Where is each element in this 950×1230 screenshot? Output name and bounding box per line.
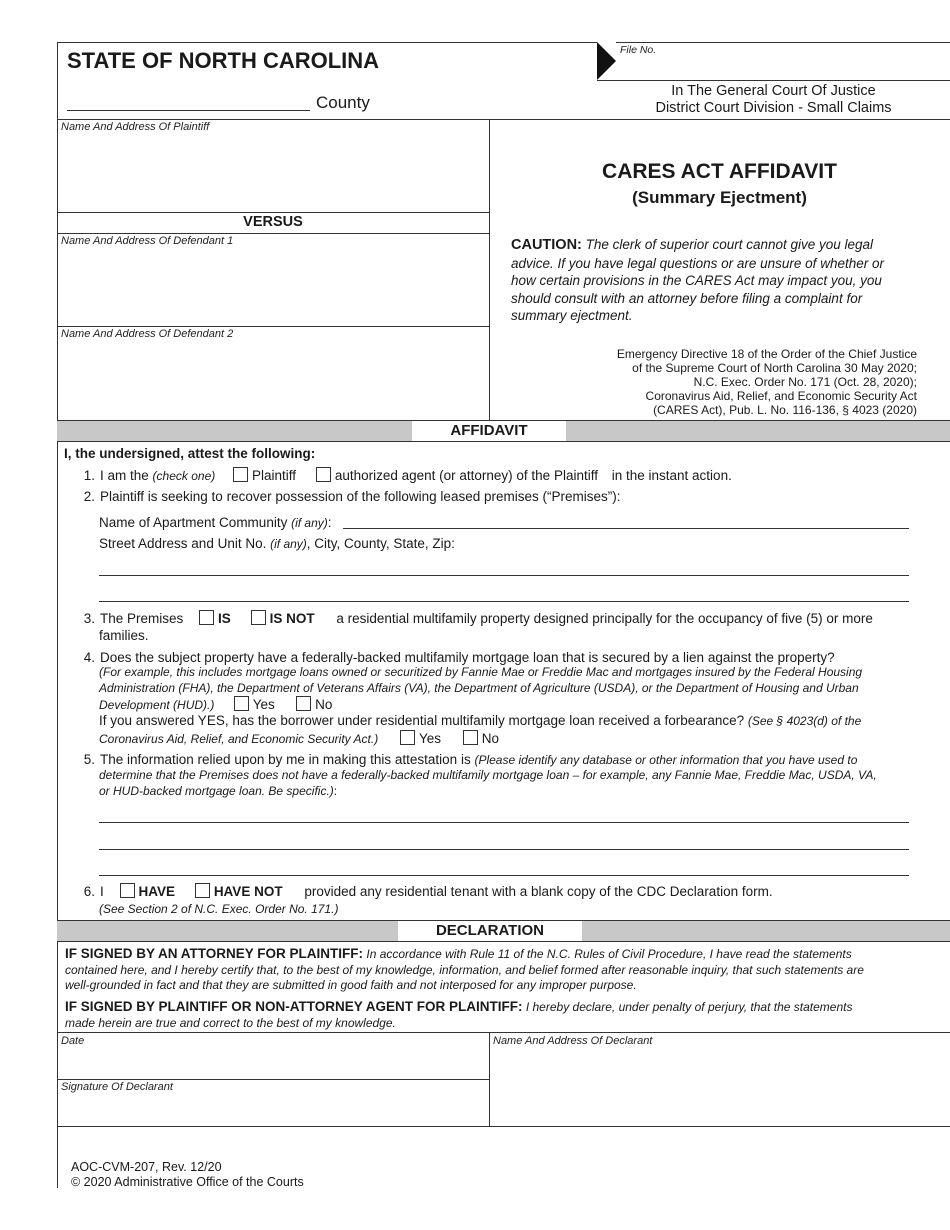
nonattorney-statement	[65, 999, 935, 1031]
file-no-arrow-icon	[597, 42, 616, 80]
date-bottom-border	[57, 1079, 489, 1080]
is-checkbox[interactable]	[199, 610, 214, 625]
citation-line: of the Supreme Court of North Carolina 30 May 2020;	[632, 361, 917, 375]
item2-text: Plaintiff is seeking to recover possession of the following leased premises (“Premises”):	[100, 489, 621, 504]
plaintiff-checkbox[interactable]	[233, 467, 248, 482]
item1-text: I am the	[100, 468, 149, 483]
file-no-top-border	[616, 42, 950, 43]
mortgage-no-checkbox[interactable]	[296, 696, 311, 711]
item5-hint-last-row	[99, 784, 877, 800]
item-number: 1.	[83, 468, 95, 483]
file-no-label: File No.	[620, 44, 657, 56]
apartment-label-row: Name of Apartment Community (if any):	[99, 515, 332, 530]
item-number: 2.	[83, 489, 95, 504]
item4-followup-ref-1: (See § 4023(d) of the	[747, 714, 862, 728]
county-name-field[interactable]	[67, 110, 310, 111]
citation-line: Emergency Directive 18 of the Order of the Chief Justice	[616, 347, 917, 361]
item6-tail: provided any residential tenant with a blank copy of the CDC Declaration form.	[304, 884, 773, 899]
address-field-line-2[interactable]	[99, 601, 909, 602]
signature-label: Signature Of Declarant	[61, 1081, 173, 1093]
attorney-label: IF SIGNED BY AN ATTORNEY FOR PLAINTIFF:	[65, 946, 364, 961]
item-4	[75, 650, 835, 665]
apartment-label: Name of Apartment Community	[99, 515, 288, 530]
address-label-b: , City, County, State, Zip:	[306, 536, 455, 551]
signature-area-divider	[489, 1032, 490, 1126]
copyright: © 2020 Administrative Office of the Courts	[71, 1175, 304, 1189]
signature-area-bottom	[57, 1126, 950, 1127]
item5-hint-1: (Please identify any database or other information that you have used to	[474, 753, 858, 767]
signature-area-top	[57, 1032, 950, 1033]
county-label: County	[316, 93, 370, 112]
item5-hint-line: determine that the Premises does not have a federally-backed multifamily mortgage loan – for example, any Fannie Mae, Freddie Mac, USDA, VA,	[99, 768, 877, 782]
forbearance-no-checkbox[interactable]	[463, 730, 478, 745]
item-1	[75, 467, 732, 483]
item4-example-line: Administration (FHA), the Department of Veterans Affairs (VA), the Department of Agriculture (USDA), or the Department of Housing and Urban	[99, 680, 859, 695]
apartment-name-field[interactable]	[343, 528, 909, 529]
item-6	[75, 883, 773, 899]
item4-followup-ref-2: Coronavirus Aid, Relief, and Economic Security Act.)	[99, 732, 379, 746]
citations-block	[617, 347, 917, 417]
address-label-a: Street Address and Unit No.	[99, 536, 267, 551]
item4-example-last-row	[99, 696, 862, 714]
item-number: 5.	[83, 752, 95, 767]
forbearance-no-label: No	[481, 731, 500, 746]
item5-hint-colon: :	[333, 783, 338, 798]
item4-followup: If you answered YES, has the borrower under residential multifamily mortgage loan received a forbearance?	[99, 713, 745, 728]
item-3	[75, 610, 873, 626]
declarant-label: Name And Address Of Declarant	[493, 1035, 653, 1047]
header-bottom-border	[57, 119, 950, 120]
state-title: STATE OF NORTH CAROLINA	[67, 48, 380, 73]
versus-bottom-border	[57, 233, 489, 234]
plaintiff-label: Name And Address Of Plaintiff	[61, 121, 210, 133]
address-hint: (if any)	[270, 537, 307, 551]
address-label-row	[99, 536, 455, 551]
item1-hint: (check one)	[152, 469, 216, 483]
item3-tail-2: families.	[99, 628, 149, 643]
item5-hint	[99, 768, 877, 799]
defendant2-label: Name And Address Of Defendant 2	[61, 328, 234, 340]
court-line-2: District Court Division - Small Claims	[655, 100, 892, 116]
declaration-heading: DECLARATION	[398, 921, 582, 941]
court-line-1: In The General Court Of Justice	[671, 83, 876, 99]
information-field-line-1[interactable]	[99, 822, 909, 823]
item6-text: I	[100, 884, 104, 899]
attorney-line: In accordance with Rule 11 of the N.C. Rules of Civil Procedure, I have read the statements	[366, 947, 852, 961]
item4-example-line: (For example, this includes mortgage loans owned or securitized by Fannie Mae or Freddie Mac and mortgages insured by the Federal Housing	[99, 665, 863, 679]
file-no-bottom-border	[597, 80, 950, 81]
have-option-label: HAVE	[138, 884, 176, 899]
date-field[interactable]	[61, 1050, 485, 1076]
plaintiff-bottom-border	[57, 212, 489, 213]
item1-tail: in the instant action.	[611, 468, 732, 483]
defendant2-field[interactable]	[61, 343, 485, 417]
affidavit-intro: I, the undersigned, attest the following:	[64, 446, 316, 461]
defendant1-field[interactable]	[61, 250, 485, 324]
affidavit-heading: AFFIDAVIT	[412, 421, 566, 441]
attorney-line: well-grounded in fact and that they are submitted in good faith and not interposed for any improper purpose.	[65, 978, 637, 992]
item4-example	[99, 665, 862, 714]
apartment-hint: (if any)	[291, 516, 328, 530]
nonattorney-line: I hereby declare, under penalty of perjury, that the statements	[525, 1000, 853, 1014]
defendant1-bottom-border	[57, 326, 489, 327]
item5-text: The information relied upon by me in making this attestation is	[100, 752, 471, 767]
mortgage-yes-checkbox[interactable]	[234, 696, 249, 711]
attorney-statement-first-row	[65, 946, 935, 963]
citation-line: Coronavirus Aid, Relief, and Economic Security Act	[645, 389, 917, 403]
file-no-field[interactable]	[620, 56, 948, 78]
agent-option-label: authorized agent (or attorney) of the Plaintiff	[334, 468, 598, 483]
caution-label: CAUTION:	[511, 237, 582, 253]
item3-text: The Premises	[100, 611, 184, 626]
item-number: 6.	[83, 884, 95, 899]
have-not-option-label: HAVE NOT	[213, 884, 283, 899]
mortgage-no-label: No	[315, 697, 333, 712]
is-not-checkbox[interactable]	[251, 610, 266, 625]
is-option-label: IS	[218, 611, 231, 626]
item6-ref: (See Section 2 of N.C. Exec. Order No. 171.)	[99, 902, 339, 916]
forbearance-yes-checkbox[interactable]	[400, 730, 415, 745]
item-2	[75, 489, 620, 504]
form-subtitle: (Summary Ejectment)	[632, 188, 807, 207]
item4-example-line: Development (HUD).)	[99, 698, 215, 712]
date-label: Date	[61, 1035, 85, 1047]
item4-followup-row-2	[99, 730, 499, 746]
form-number: AOC-CVM-207, Rev. 12/20	[71, 1160, 222, 1174]
item3-tail: a residential multifamily property designed principally for the occupancy of five (5) or more	[336, 611, 873, 626]
form-title: CARES ACT AFFIDAVIT	[602, 160, 837, 183]
item-5	[75, 752, 857, 767]
have-checkbox[interactable]	[120, 883, 135, 898]
is-not-option-label: IS NOT	[269, 611, 315, 626]
versus-label: VERSUS	[243, 214, 303, 230]
mortgage-yes-label: Yes	[252, 697, 275, 712]
defendant1-label: Name And Address Of Defendant 1	[61, 235, 234, 247]
item-number: 3.	[83, 611, 95, 626]
information-field-line-2[interactable]	[99, 849, 909, 850]
forbearance-yes-label: Yes	[419, 731, 442, 746]
nonattorney-statement-first-row	[65, 999, 935, 1016]
plaintiff-option-label: Plaintiff	[252, 468, 297, 483]
item5-hint-line: or HUD-backed mortgage loan. Be specific.)	[99, 783, 334, 798]
citation-line: N.C. Exec. Order No. 171 (Oct. 28, 2020);	[693, 375, 917, 389]
citation-line: (CARES Act), Pub. L. No. 116-136, § 4023 (2020)	[653, 403, 917, 417]
nonattorney-label: IF SIGNED BY PLAINTIFF OR NON-ATTORNEY AGENT FOR PLAINTIFF:	[65, 999, 523, 1014]
nonattorney-line: made herein are true and correct to the best of my knowledge.	[65, 1015, 396, 1030]
agent-checkbox[interactable]	[316, 467, 331, 482]
item4-followup-row	[99, 713, 861, 728]
caution-block	[511, 236, 911, 325]
attorney-statement	[65, 946, 935, 994]
address-field-line-1[interactable]	[99, 575, 909, 576]
declarant-field[interactable]	[493, 1050, 945, 1122]
signature-field[interactable]	[61, 1096, 485, 1122]
attorney-line: contained here, and I hereby certify that, to the best of my knowledge, information, and belief formed after reasonable inquiry, that such statements are	[65, 962, 864, 977]
item-number: 4.	[83, 650, 95, 665]
information-field-line-3[interactable]	[99, 875, 909, 876]
top-border	[57, 42, 597, 43]
plaintiff-field[interactable]	[61, 136, 485, 210]
caution-text: The clerk of superior court cannot give you legal advice. If you have legal questions or are unsure of whether or how certain provisions in the CARES Act may impact you, you should consult with an attorney before filing a complaint for summary ejectment.	[511, 237, 884, 323]
have-not-checkbox[interactable]	[195, 883, 210, 898]
item4-question: Does the subject property have a federally-backed multifamily mortgage loan that is secured by a lien against the property?	[100, 650, 835, 665]
